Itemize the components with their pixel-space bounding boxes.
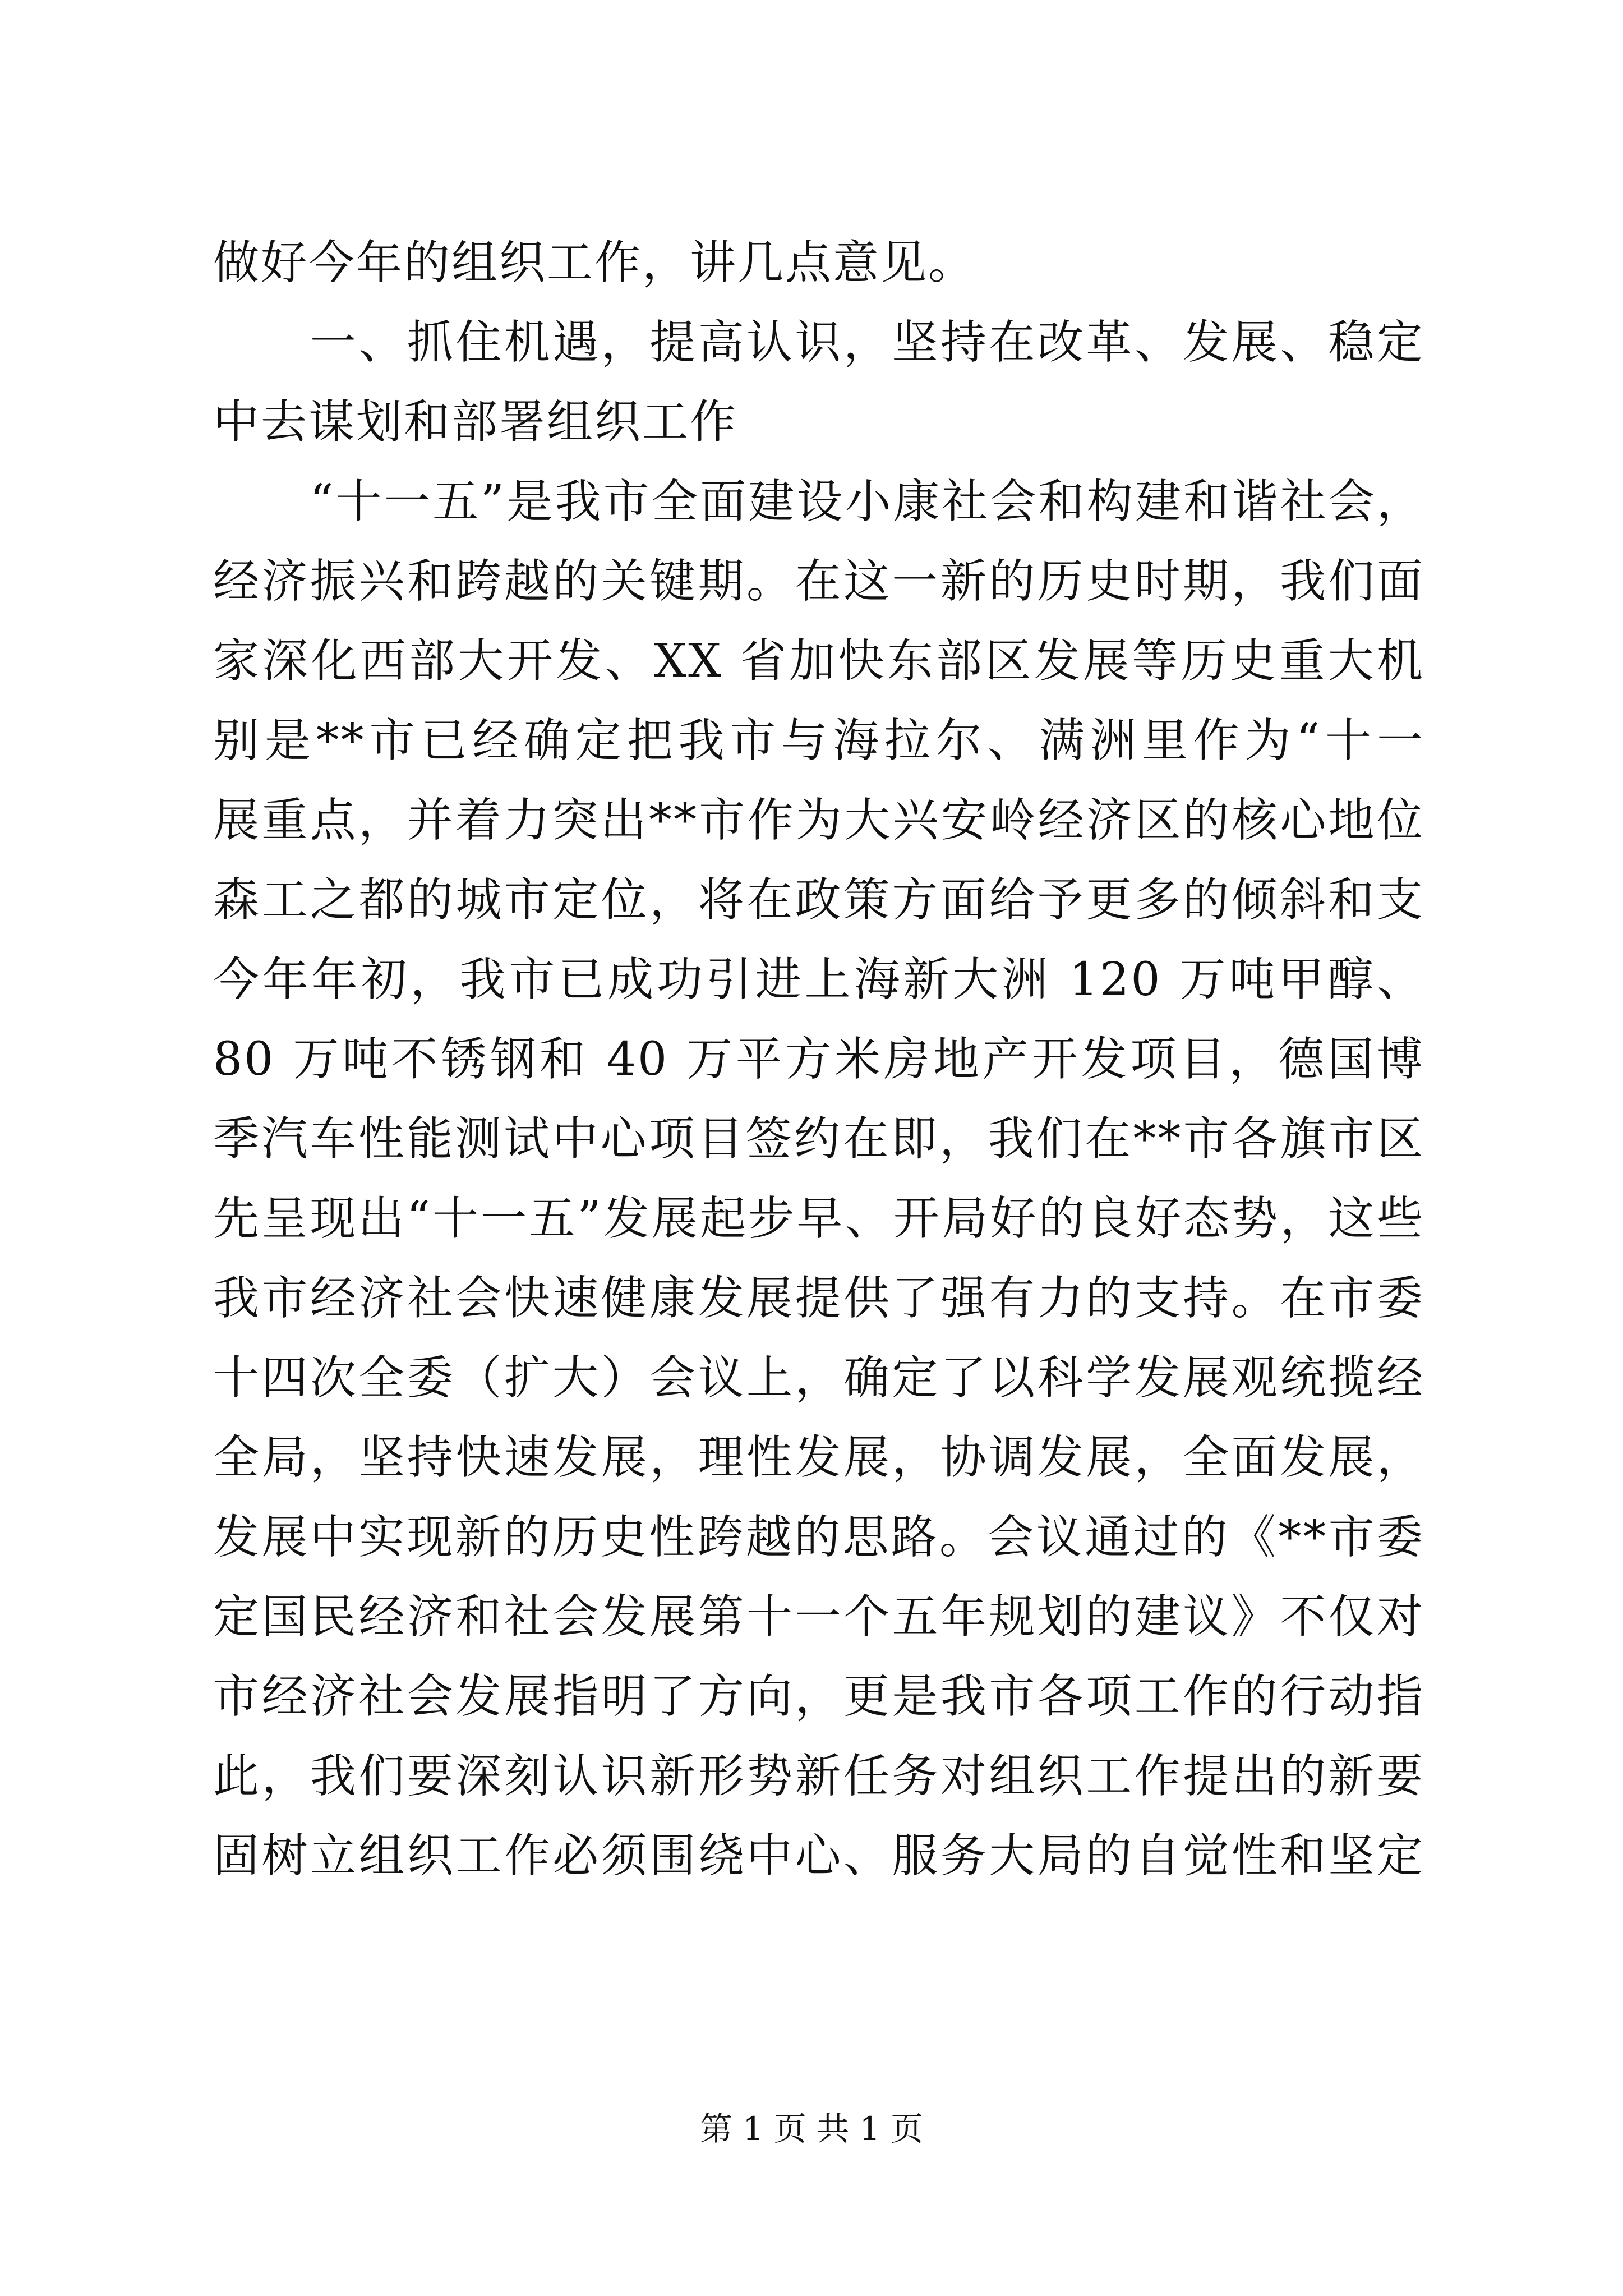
heading-line: 中去谋划和部署组织工作 (213, 395, 738, 449)
document-body (213, 236, 1424, 1908)
page-footer: 第 1 页 共 1 页 (700, 2110, 923, 2148)
text-line: 此，我们要深刻认识新形势新任务对组织工作提出的新要 (213, 1750, 1424, 1803)
text-line: 经济振兴和跨越的关键期。在这一新的历史时期，我们面 (213, 555, 1424, 608)
text-line: 季汽车性能测试中心项目签约在即，我们在**市各旗市区 (213, 1112, 1424, 1166)
text-line: 发展中实现新的历史性跨越的思路。会议通过的《**市委 (213, 1511, 1424, 1564)
text-line: 先呈现出“十一五”发展起步早、开局好的良好态势，这些 (213, 1192, 1424, 1245)
text-line: 展重点，并着力突出**市作为大兴安岭经济区的核心地位 (213, 794, 1424, 847)
text-line: “十一五”是我市全面建设小康社会和构建和谐社会， (310, 475, 1424, 528)
text-line: 全局，坚持快速发展，理性发展，协调发展，全面发展， (213, 1431, 1424, 1484)
text-line: 定国民经济和社会发展第十一个五年规划的建议》不仅对 (213, 1590, 1424, 1644)
text-line: 固树立组织工作必须围绕中心、服务大局的自觉性和坚定 (213, 1829, 1424, 1883)
text-line: 80 万吨不锈钢和 40 万平方米房地产开发项目，德国博 (213, 1033, 1424, 1086)
text-line: 别是**市已经确定把我市与海拉尔、满洲里作为“十一 (213, 714, 1424, 767)
text-line: 做好今年的组织工作，讲几点意见。 (213, 236, 976, 289)
heading-line: 一、抓住机遇，提高认识，坚持在改革、发展、稳定 (310, 316, 1424, 369)
text-line: 森工之都的城市定位，将在政策方面给予更多的倾斜和支 (213, 873, 1424, 927)
text-line: 市经济社会发展指明了方向，更是我市各项工作的行动指 (213, 1670, 1424, 1723)
text-line: 今年年初，我市已成功引进上海新大洲 120 万吨甲醇、 (213, 953, 1424, 1006)
text-line: 家深化西部大开发、XX 省加快东部区发展等历史重大机 (213, 634, 1424, 688)
text-line: 十四次全委（扩大）会议上，确定了以科学发展观统揽经 (213, 1351, 1424, 1405)
text-line: 我市经济社会快速健康发展提供了强有力的支持。在市委 (213, 1272, 1424, 1325)
